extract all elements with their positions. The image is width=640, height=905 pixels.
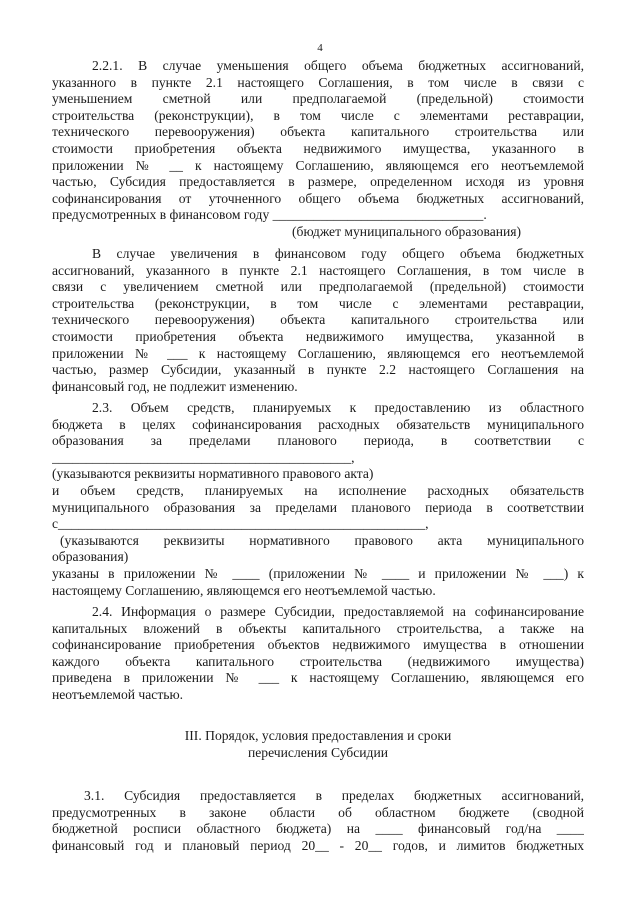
text-line: указанного в пункте 2.1 настоящего Соглашения, в том числе в связи с — [52, 74, 584, 90]
text-line: технического перевооружения) объекта капитального строительства или — [52, 124, 584, 140]
caption-npa-municipal: (указываются реквизиты нормативного правового акта муниципального — [60, 532, 584, 548]
text-line: указаны в приложении № ____ (приложении № ____ и приложении № ___) к — [52, 565, 584, 581]
text-line: приложении № __ к настоящему Соглашению, являющемся его неотъемлемой — [52, 157, 584, 173]
text-line: 2.4. Информация о размере Субсидии, предоставляемой на софинансирование — [92, 604, 584, 619]
text-line: строительства (реконструкции), в том числе с элементами реставрации, — [52, 107, 584, 123]
text-line: 2.3. Объем средств, планируемых к предоставлению из областного — [92, 400, 584, 415]
caption-npa: (указываются реквизиты нормативного правового акта) — [52, 466, 374, 482]
text-line: неотъемлемой частью. — [52, 686, 184, 702]
text-line: бюджетной росписи областного бюджета) на ____ финансовый год/на ____ — [52, 821, 584, 837]
paragraph-2-3 — [52, 400, 584, 599]
text-line: приложении № ___ к настоящему Соглашению, являющемся его неотъемлемой — [52, 345, 584, 361]
text-line: софинансирование приобретения объектов недвижимого имущества в отношении — [52, 637, 584, 653]
caption-npa-municipal-end: образования) — [52, 549, 129, 565]
text-line: и объем средств, планируемых на исполнение расходных обязательств — [52, 482, 584, 498]
text-line: предусмотренных в финансовом году _______________________________. — [52, 207, 487, 223]
text-line: бюджета в целях софинансирования расходных обязательств муниципального — [52, 416, 584, 432]
text-line: капитальных вложений в объекты капитального строительства, а также на — [52, 620, 584, 636]
section-title-line: перечисления Субсидии — [248, 744, 388, 760]
text-line: связи с увеличением сметной или предполагаемой (предельной) стоимости — [52, 279, 584, 295]
blank-line: с______________________________________________________, — [52, 516, 429, 532]
text-line: муниципального образования за пределами планового периода в соответствии — [52, 499, 584, 515]
paragraph-2-2-1 — [52, 58, 584, 241]
text-line: образования за пределами планового периода, в соответствии с — [52, 433, 584, 449]
text-line: софинансирования от уточненного общего объема бюджетных ассигнований, — [52, 190, 584, 206]
text-line: частью, размер Субсидии, указанный в пункте 2.2 настоящего Соглашения на — [52, 362, 584, 378]
text-line: финансовый год и плановый период 20__ - 20__ годов, и лимитов бюджетных — [52, 837, 584, 853]
text-line: частью, Субсидия предоставляется в размере, определенном исходя из уровня — [52, 174, 584, 190]
text-line: стоимости приобретения объекта недвижимого имущества, указанной в — [52, 328, 584, 344]
text-line: строительства (реконструкции, в том числе с элементами реставрации, — [52, 295, 584, 311]
paragraph-3-1 — [52, 788, 584, 854]
page-number: 4 — [317, 42, 323, 54]
text-line: финансовый год, не подлежит изменению. — [52, 378, 298, 394]
text-line: стоимости приобретения объекта недвижимого имущества, указанного в — [52, 140, 584, 156]
text-line: В случае увеличения в финансовом году общего объема бюджетных — [92, 246, 584, 261]
text-line: ассигнований, указанного в пункте 2.1 настоящего Соглашения, в том числе в — [52, 262, 584, 278]
text-line: настоящему Соглашению, являющемся его неотъемлемой частью. — [52, 582, 436, 598]
section-title-line: III. Порядок, условия предоставления и сроки — [184, 728, 452, 743]
text-line: каждого объекта капитального строительства (недвижимого имущества) — [52, 653, 584, 669]
text-line: предусмотренных в законе области об областном бюджете (сводной — [52, 804, 584, 820]
blank-line: ____________________________________________, — [52, 449, 355, 465]
text-line: 2.2.1. В случае уменьшения общего объема бюджетных ассигнований, — [92, 58, 584, 73]
caption-municipal-budget: (бюджет муниципального образования) — [292, 223, 522, 239]
text-line: 3.1. Субсидия предоставляется в пределах бюджетных ассигнований, — [84, 788, 584, 803]
text-line: технического перевооружения) объекта капитального строительства или — [52, 312, 584, 328]
section-3-title — [52, 728, 584, 761]
paragraph-2-4 — [52, 604, 584, 704]
text-line: приведена в приложении № ___ к настоящему Соглашению, являющемся его — [52, 670, 584, 686]
text-line: уменьшением сметной или предполагаемой (предельной) стоимости — [52, 91, 584, 107]
paragraph-increase — [52, 246, 584, 395]
